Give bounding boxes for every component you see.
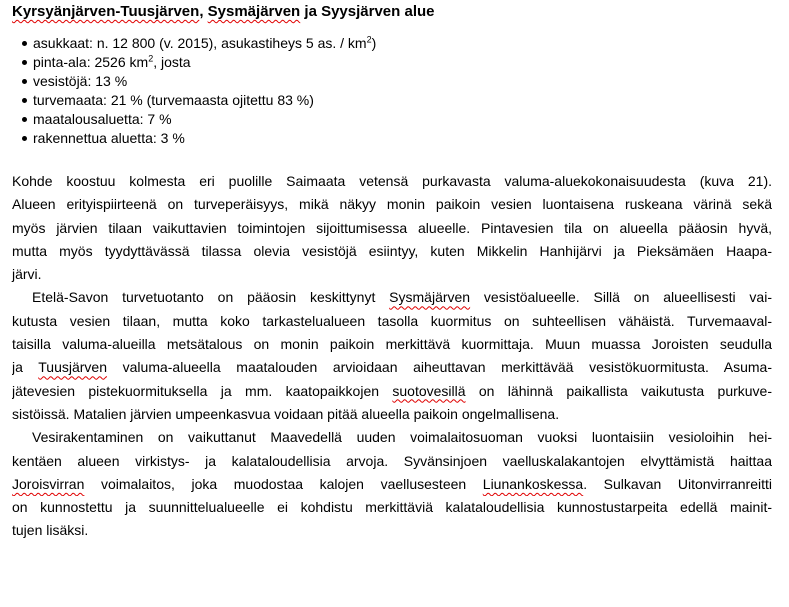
spellcheck-flagged-word: Joroisvirran [12, 475, 85, 492]
paragraph-line [12, 403, 772, 426]
list-item-text: rakennettua aluetta: 3 % [33, 130, 185, 146]
facts-list [12, 34, 772, 148]
text-run: voimalaitos, joka muodostaa kalojen vaellusesteen [84, 475, 483, 492]
spellcheck-flagged-word: Sysmäjärven [207, 3, 301, 20]
paragraph-line [12, 473, 772, 496]
text-run: Etelä-Savon turvetuotanto on pääosin keskittynyt [32, 289, 390, 306]
list-item-text-suffix: ) [371, 35, 377, 51]
bullet-icon [22, 41, 27, 46]
list-item-text: vesistöjä: 13 % [33, 73, 128, 89]
text-run: ja Syysjärven alue [300, 3, 435, 20]
paragraph-line [12, 240, 772, 263]
spellcheck-flagged-word: Kyrsyänjärven-Tuusjärven [12, 3, 200, 20]
paragraph-line [12, 170, 772, 193]
paragraph-line [12, 217, 772, 240]
text-run: sistöissä. Matalien järvien umpeenkasvua voidaan pitää alueella paikoin ongelmallisena. [12, 405, 560, 422]
bullet-icon [22, 136, 27, 141]
text-run: tujen lisäksi. [12, 522, 89, 539]
spellcheck-flagged-word: Tuusjärven [38, 359, 108, 376]
paragraph-line [12, 519, 772, 542]
bullet-icon [22, 79, 27, 84]
text-run: mutta myös tyydyttävässä tilassa olevia vesistöjä esiintyy, kuten Mikkelin Hanhijärvi ja Pieksämäen Haapa- [12, 242, 772, 259]
document-page [12, 2, 772, 543]
paragraph-line [12, 193, 772, 216]
paragraph-line [12, 310, 772, 333]
paragraph-line [12, 356, 772, 379]
list-item-text: asukkaat: n. 12 800 (v. 2015), asukastiheys 5 as. / km [33, 35, 367, 51]
list-item [12, 72, 772, 91]
list-item-text: pinta-ala: 2526 km [33, 54, 149, 70]
bullet-icon [22, 60, 27, 65]
text-run: Kohde koostuu kolmesta eri puolille Saimaata vetensä purkavasta valuma-aluekokonaisuudesta (kuva 21). [12, 173, 772, 189]
superscript: 2 [148, 53, 154, 64]
list-item [12, 129, 772, 148]
bullet-icon [22, 117, 27, 122]
bullet-icon [22, 98, 27, 103]
text-run: kentäen alueen virkistys- ja kalataloudellisia arvoja. Syvänsinjoen vaelluskalakantojen elvyttämistä haittaa [12, 452, 772, 469]
text-run: taisilla valuma-alueilla metsätalous on monin paikoin merkittävä kuormittaja. Muun muassa Joroisten seudulla [12, 336, 772, 353]
list-item-text: turvemaata: 21 % (turvemaasta ojitettu 83 %) [33, 92, 314, 108]
list-item-text-suffix: , josta [153, 54, 191, 70]
spellcheck-flagged-word: suotovesillä [392, 382, 466, 399]
text-run: järvi. [12, 266, 42, 283]
list-item [12, 34, 772, 53]
text-run: Vesirakentaminen on vaikuttanut Maavedellä uuden voimalaitosuoman vuoksi luontaisiin vesioloihin hei- [32, 429, 772, 446]
paragraph-line [12, 286, 772, 309]
list-item-text: maatalousaluetta: 7 % [33, 111, 172, 127]
list-item [12, 91, 772, 110]
text-run: on kunnostettu ja suunnittelualueelle ei kohdistu merkittäviä kalataloudellisia kunnostustarpeita edellä mainit- [12, 499, 772, 516]
spellcheck-flagged-word: Liunankoskessa [482, 475, 584, 492]
superscript: 2 [366, 34, 372, 45]
text-run: ja [12, 359, 39, 376]
body-text [12, 170, 772, 543]
text-run: . Sulkavan Uitonvirranreitti [583, 475, 772, 492]
text-run: kutusta vesien tilaan, mutta koko tarkastelualueen tasolla kuormitus on suhteellisen vähäistä. Turvemaaval- [12, 312, 772, 329]
text-run: on lähinnä paikallista vaikutusta purkuve- [465, 382, 772, 399]
paragraph-line [12, 263, 772, 286]
paragraph-line [12, 380, 772, 403]
paragraph-line [12, 426, 772, 449]
paragraph-line [12, 496, 772, 519]
paragraph-line [12, 450, 772, 473]
paragraph-line [12, 333, 772, 356]
text-run: vesistöalueelle. Sillä on alueellisesti vai- [470, 289, 772, 306]
list-item [12, 110, 772, 129]
text-run: valuma-alueella maatalouden arvioidaan aiheuttavan merkittävää vesistökuormitusta. Asuma- [107, 359, 772, 376]
section-title [12, 2, 772, 22]
text-run: Alueen erityispiirteenä on turveperäisyys, mikä näkyy monin paikoin vesien luontaisena ruskeana värinä sekä [12, 196, 772, 213]
spellcheck-flagged-word: Sysmäjärven [389, 289, 471, 306]
list-item [12, 53, 772, 72]
text-run: jätevesien pistekuormituksella ja mm. kaatopaikkojen [12, 382, 393, 399]
text-run: myös järvien tilaan vaikuttavien toimintojen sijoittumisessa alueelle. Pintavesien tila on alueella pääosin hyvä, [12, 219, 772, 236]
text-run: , [199, 3, 208, 20]
